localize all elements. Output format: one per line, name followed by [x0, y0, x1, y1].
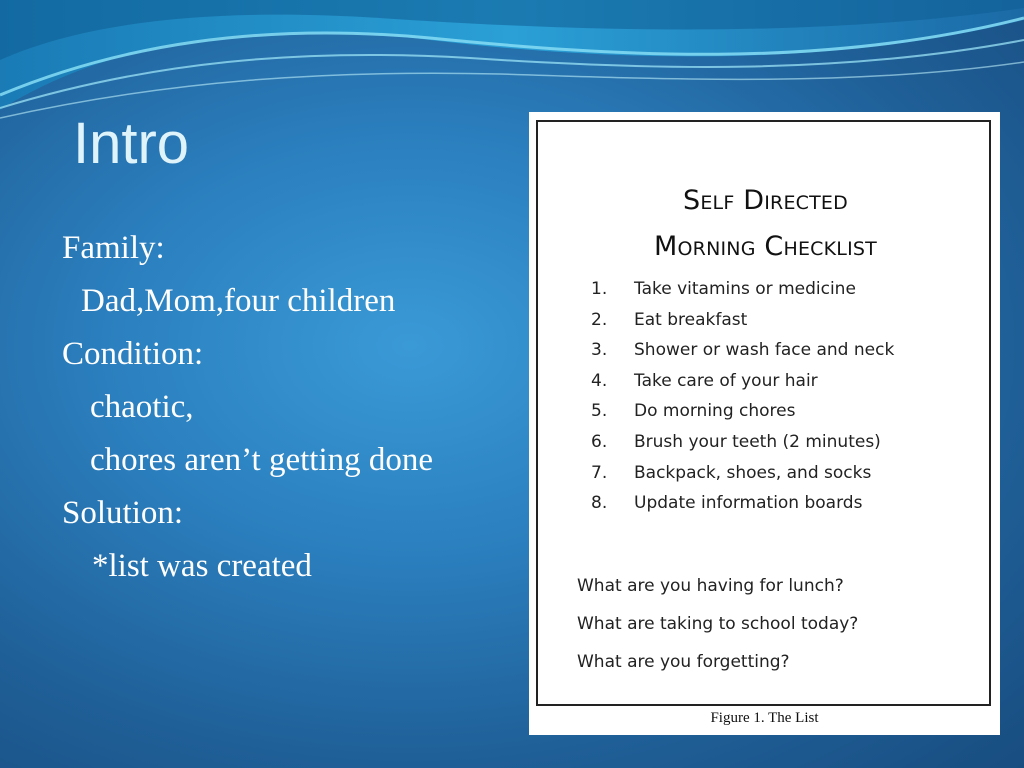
list-item: Dad,Mom,four children: [81, 283, 396, 319]
list-item: *list was created: [92, 548, 312, 584]
list-item: chores aren’t getting done: [90, 442, 434, 478]
item-text: Take care of your hair: [634, 370, 818, 391]
item-text: Brush your teeth (2 minutes): [634, 431, 881, 452]
checklist-item: [591, 274, 894, 305]
item-text: Take vitamins or medicine: [634, 279, 856, 299]
checklist-item: [591, 427, 894, 458]
item-text: Do morning chores: [634, 401, 796, 422]
item-text: Update information boards: [634, 493, 863, 514]
checklist-item: [591, 335, 894, 366]
item-number: 2.: [591, 309, 608, 330]
question-item: What are you forgetting?: [577, 652, 790, 672]
checklist-item: [591, 488, 894, 519]
item-number: 8.: [591, 493, 608, 514]
checklist-heading: [538, 178, 993, 270]
checklist-item: [591, 396, 894, 427]
question-item: What are you having for lunch?: [577, 576, 844, 596]
item-text: Eat breakfast: [634, 309, 748, 330]
checklist-questions: [577, 567, 858, 681]
slide-body-list: [62, 222, 433, 593]
item-number: 1.: [591, 279, 608, 299]
list-item: chaotic,: [90, 389, 194, 425]
checklist-item: [591, 366, 894, 397]
item-number: 5.: [591, 401, 608, 422]
item-number: 4.: [591, 370, 608, 391]
item-number: 7.: [591, 462, 608, 483]
item-text: Backpack, shoes, and socks: [634, 462, 872, 483]
checklist-figure: [529, 112, 1000, 735]
item-number: 3.: [591, 340, 608, 361]
question-item: What are taking to school today?: [577, 614, 859, 634]
list-item: Family:: [62, 230, 165, 266]
checklist-heading-line: Morning Checklist: [654, 231, 877, 262]
checklist-items: [591, 274, 894, 519]
checklist-item: [591, 305, 894, 336]
checklist-frame: [536, 120, 991, 706]
checklist-item: [591, 458, 894, 489]
list-item: Condition:: [62, 336, 204, 372]
figure-caption: Figure 1. The List: [710, 710, 819, 726]
list-item: Solution:: [62, 495, 184, 531]
item-text: Shower or wash face and neck: [634, 340, 895, 361]
checklist-heading-line: Self Directed: [683, 185, 848, 216]
slide-title: Intro: [73, 111, 190, 176]
item-number: 6.: [591, 431, 608, 452]
